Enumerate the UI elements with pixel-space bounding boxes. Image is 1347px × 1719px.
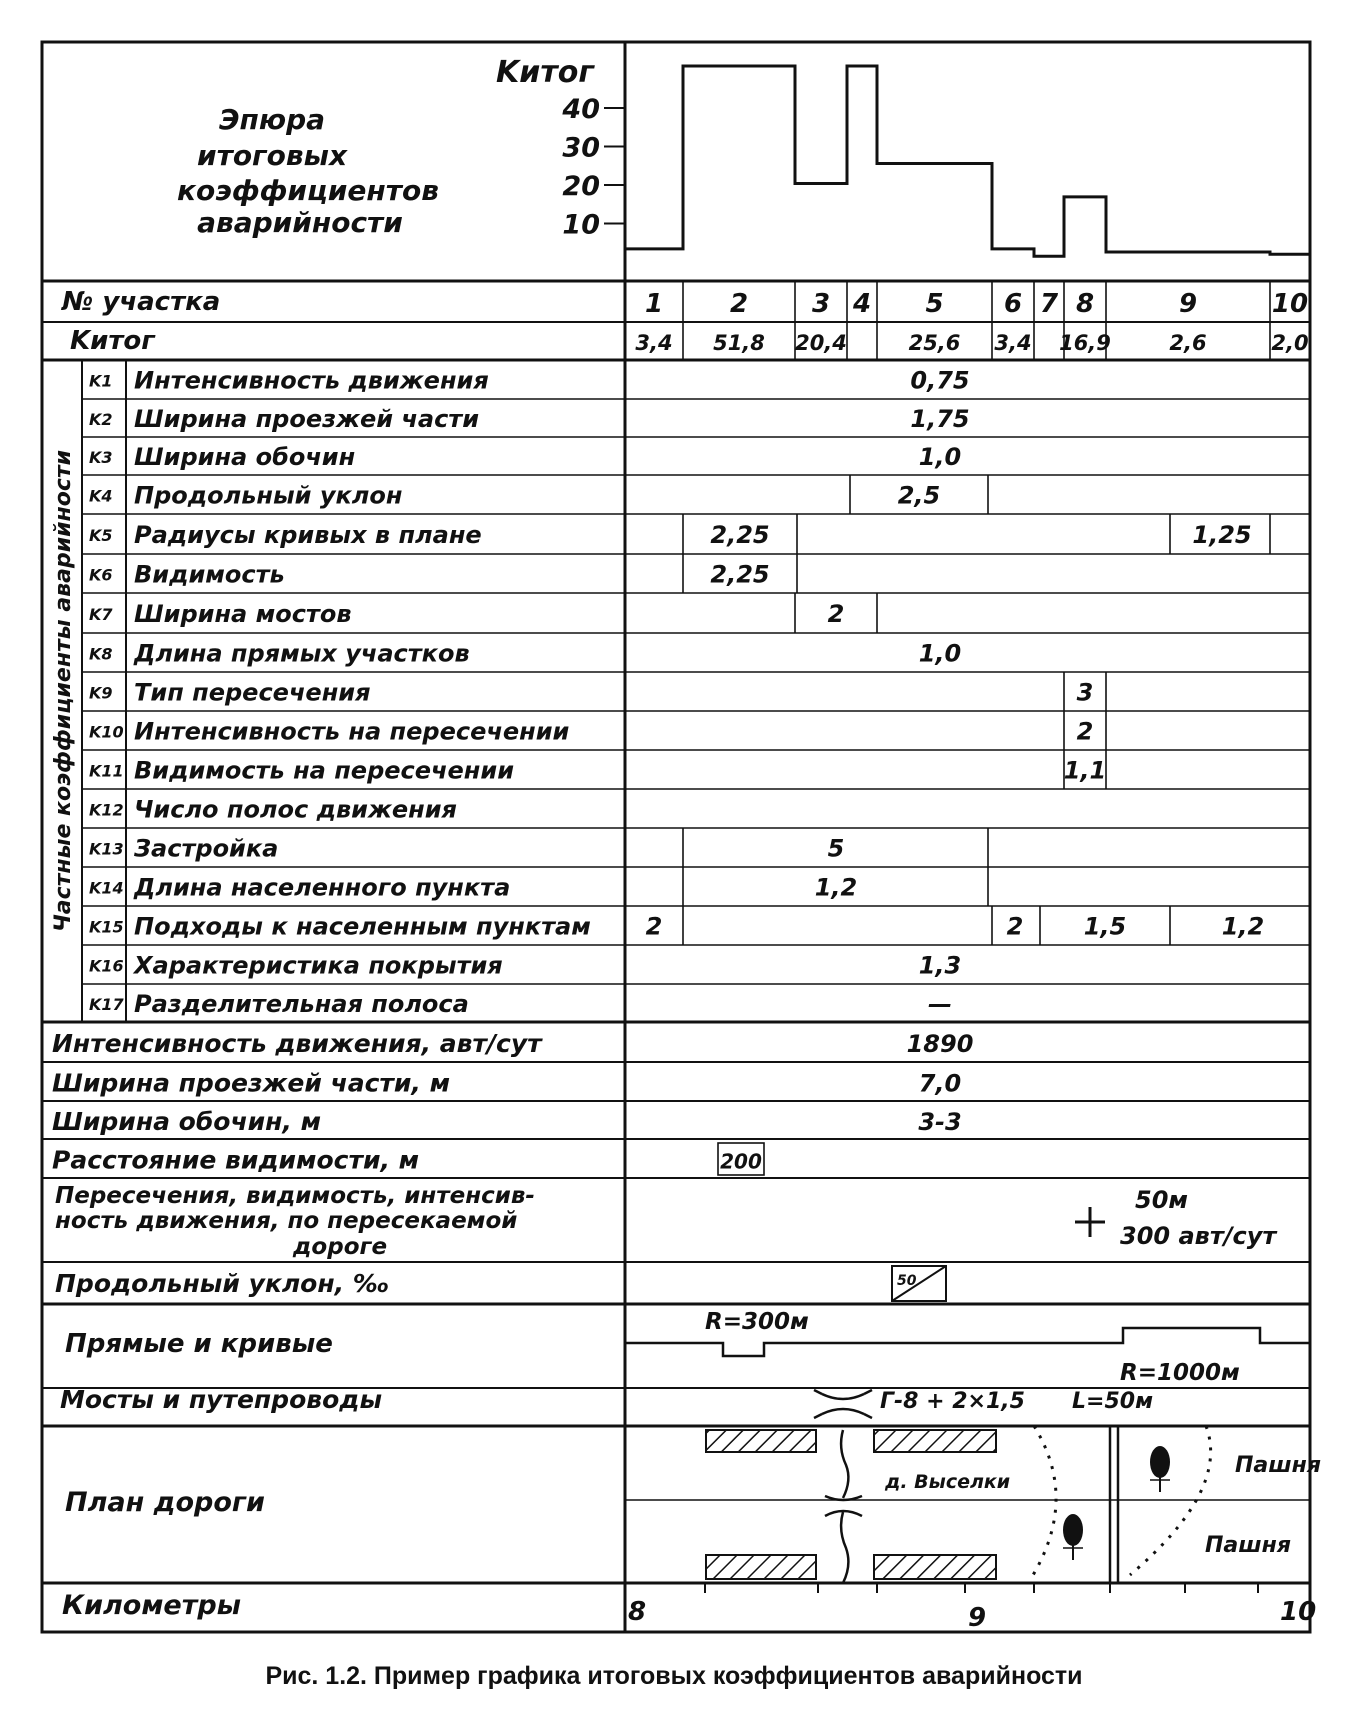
coefficient-code: K5 [89, 526, 113, 545]
epure-y-ticks [561, 94, 625, 241]
coefficient-value: 1,1 [1063, 756, 1107, 785]
coefficient-value: 3 [1076, 678, 1094, 707]
section-number: 4 [852, 289, 872, 319]
section-number: 2 [729, 289, 749, 319]
coefficient-name: Разделительная полоса [134, 990, 469, 1018]
coefficient-name: Ширина обочин [134, 443, 356, 471]
coefficient-value: 2,25 [710, 560, 770, 589]
coefficient-row-k15 [89, 913, 1264, 941]
road-data-row [52, 1069, 961, 1098]
coefficient-value: 1,0 [918, 443, 962, 471]
km-mark-8: 8 [628, 1597, 647, 1627]
kilometers-label: Километры [62, 1590, 242, 1621]
road-data-row [52, 1146, 762, 1175]
curve-radius-2: R=1000м [1120, 1360, 1240, 1386]
coefficient-code: K9 [89, 683, 113, 703]
coefficient-value: 2,5 [897, 481, 941, 510]
road-data-name: Ширина обочин, м [52, 1107, 322, 1136]
tree-icon-1 [1150, 1446, 1170, 1492]
coefficient-code: K13 [89, 839, 124, 859]
k-total-value: 2,6 [1169, 331, 1207, 355]
bridge-icon [814, 1390, 872, 1418]
coefficient-code: K15 [89, 917, 124, 937]
coefficient-code: K14 [89, 878, 124, 898]
coefficient-row-k2 [89, 405, 970, 433]
road-data-name: Интенсивность движения, авт/сут [52, 1029, 542, 1058]
coefficient-code: K2 [89, 410, 113, 429]
road-data-value: 7,0 [918, 1069, 962, 1098]
epure-y-tick-30: 30 [562, 132, 600, 164]
coefficient-name: Интенсивность на пересечении [134, 717, 570, 746]
section-number: 9 [1178, 289, 1198, 319]
road-data-row [52, 1107, 962, 1136]
coefficient-code: K11 [89, 761, 124, 781]
coefficient-name: Число полос движения [134, 795, 457, 824]
coefficient-value: 5 [827, 834, 845, 863]
coefficient-code: K1 [89, 371, 113, 391]
gradient-row [55, 1266, 946, 1301]
epure-chart [177, 55, 1310, 256]
coefficient-row-k11 [89, 757, 1106, 785]
coefficient-row-k4 [89, 482, 940, 510]
gradient-label: Продольный уклон, ‰ [55, 1269, 390, 1298]
k-total-value: 25,6 [908, 331, 961, 355]
coefficient-name: Продольный уклон [134, 481, 403, 510]
coefficient-segment-dividers [683, 475, 1270, 945]
section-number: 7 [1039, 289, 1059, 319]
coefficient-code: K12 [89, 800, 124, 820]
k-total-value: 3,4 [635, 331, 673, 355]
km-mark-9: 9 [968, 1603, 987, 1633]
figure-caption: Рис. 1.2. Пример графика итоговых коэффициентов аварийности [265, 1662, 1083, 1690]
coefficient-row-k14 [89, 874, 857, 902]
road-data-name: Расстояние видимости, м [52, 1145, 420, 1175]
epure-title-line-4: аварийности [197, 206, 403, 239]
field-label-1: Пашня [1235, 1453, 1321, 1478]
coefficient-code: K10 [89, 722, 124, 742]
road-data-value: 200 [720, 1149, 762, 1174]
intersection-row [55, 1183, 1278, 1260]
coefficient-row-k13 [89, 835, 844, 863]
coefficient-value: 1,3 [918, 951, 962, 980]
road-data-row [52, 1029, 973, 1058]
village-name: д. Выселки [885, 1471, 1011, 1493]
coefficient-row-k17 [89, 990, 952, 1018]
coefficient-value: 1,2 [1221, 912, 1265, 941]
coefficient-value: 1,25 [1192, 521, 1252, 549]
epure-y-tick-20: 20 [562, 171, 600, 202]
intersection-cross-icon [1075, 1207, 1105, 1237]
coefficient-name: Длина прямых участков [134, 639, 470, 668]
building-block-4 [874, 1555, 996, 1579]
coefficient-row-k5 [89, 521, 1252, 549]
epure-title-line-3: коэффициентов [177, 174, 439, 207]
building-block-2 [874, 1430, 996, 1452]
gradient-value: 50 [897, 1273, 917, 1289]
coefficient-row-k7 [89, 600, 844, 628]
coefficient-value: 1,75 [910, 405, 970, 433]
coefficient-name: Застройка [134, 834, 279, 863]
coefficient-code: K6 [89, 565, 113, 585]
section-numbers [645, 289, 1308, 319]
epure-title-line-1: Эпюра [218, 103, 326, 136]
coefficient-value: — [928, 990, 952, 1018]
km-mark-10: 10 [1280, 1597, 1317, 1627]
coefficient-name: Радиусы кривых в плане [134, 521, 482, 549]
tree-icon-2 [1063, 1514, 1083, 1560]
coefficient-row-k9 [89, 679, 1093, 707]
epure-title-line-2: итоговых [196, 139, 348, 172]
coefficient-value: 2 [645, 912, 663, 941]
epure-y-tick-10: 10 [562, 209, 600, 241]
coefficient-value: 1,2 [814, 873, 858, 902]
intersection-label-line-1: Пересечения, видимость, интенсив- [55, 1183, 535, 1209]
coefficient-value: 0,75 [910, 366, 970, 395]
epure-plot [625, 66, 1310, 256]
intersection-visibility: 50м [1135, 1186, 1189, 1214]
building-block-1 [706, 1430, 816, 1452]
k-total-value: 16,9 [1059, 331, 1111, 355]
bridge-length: L=50м [1072, 1389, 1154, 1414]
coefficient-value: 2 [1006, 912, 1024, 941]
coefficient-name: Длина населенного пункта [134, 873, 511, 902]
kilometers-row [62, 1583, 1316, 1633]
road-data-value: 1890 [906, 1030, 974, 1058]
coefficient-name: Подходы к населенным пунктам [134, 912, 591, 941]
building-block-3 [706, 1555, 816, 1579]
epure-step-line [625, 66, 1310, 256]
coefficient-name: Интенсивность движения [134, 366, 489, 395]
coefficient-code: K3 [89, 448, 113, 467]
partial-coefficients-group-label: Частные коэффициенты аварийности [51, 449, 76, 933]
section-number: 6 [1003, 289, 1023, 319]
coefficient-code: K17 [89, 995, 124, 1014]
coefficient-code: K8 [89, 644, 113, 664]
curves-row [65, 1309, 1310, 1386]
plan-label: План дороги [65, 1487, 265, 1518]
coefficient-code: K4 [89, 486, 113, 506]
curves-label: Прямые и кривые [65, 1329, 333, 1359]
road-data-name: Ширина проезжей части, м [52, 1068, 451, 1098]
bridge-spec: Г-8 + 2×1,5 [880, 1389, 1025, 1414]
coefficient-row-k3 [89, 443, 961, 471]
coefficient-name: Видимость [134, 560, 285, 589]
intersection-label-line-2: ность движения, по пересекаемой [55, 1208, 518, 1234]
k-total-value: 51,8 [713, 331, 765, 355]
section-number: 8 [1075, 289, 1095, 319]
coefficient-value: 2 [827, 600, 845, 628]
curve-radius-1: R=300м [705, 1309, 809, 1335]
coefficient-code: K7 [89, 605, 113, 624]
coefficient-row-k10 [89, 718, 1093, 746]
coefficient-name: Тип пересечения [134, 678, 371, 707]
k-total-values [635, 331, 1308, 355]
bridges-row [60, 1385, 1153, 1418]
coefficient-rows [89, 367, 1264, 1019]
coefficient-row-k12 [89, 796, 457, 824]
road-data-value: 3-3 [918, 1108, 962, 1136]
section-number: 5 [925, 289, 944, 319]
coefficient-row-k6 [89, 561, 770, 589]
intersection-intensity: 300 авт/сут [1120, 1222, 1277, 1250]
coefficient-code: K16 [89, 956, 124, 976]
crossroad [1110, 1426, 1118, 1583]
coefficient-name: Ширина мостов [134, 600, 352, 628]
coefficient-name: Видимость на пересечении [134, 756, 515, 785]
bridges-label: Мосты и путепроводы [60, 1385, 383, 1414]
k-total-label: Kитог [70, 326, 155, 356]
coefficient-value: 1,5 [1083, 912, 1127, 941]
field-label-2: Пашня [1205, 1533, 1291, 1558]
coefficient-value: 2,25 [710, 521, 770, 549]
epure-y-tick-40: 40 [562, 94, 600, 125]
intersection-label-line-3: дороге [292, 1234, 388, 1260]
section-number: 1 [644, 289, 664, 319]
coefficient-name: Характеристика покрытия [134, 951, 503, 980]
k-total-value: 20,4 [795, 331, 847, 355]
plan-row [65, 1426, 1321, 1583]
k-total-value: 2,0 [1271, 331, 1309, 355]
coefficient-value: 2 [1076, 717, 1094, 746]
k-total-value: 3,4 [994, 331, 1032, 355]
epure-k-label: Kитог [496, 55, 594, 90]
section-number: 3 [811, 289, 831, 319]
coefficient-row-k8 [89, 640, 961, 668]
coefficient-name: Ширина проезжей части [134, 405, 480, 433]
coefficient-row-k16 [89, 952, 961, 980]
epure-title [177, 103, 439, 239]
coefficient-value: 1,0 [918, 639, 962, 668]
sections-label: № участка [62, 287, 221, 317]
coefficient-row-k1 [89, 367, 970, 395]
settlement-boundary-left [1030, 1426, 1056, 1580]
river-icon [841, 1430, 848, 1583]
section-number: 10 [1271, 289, 1309, 319]
